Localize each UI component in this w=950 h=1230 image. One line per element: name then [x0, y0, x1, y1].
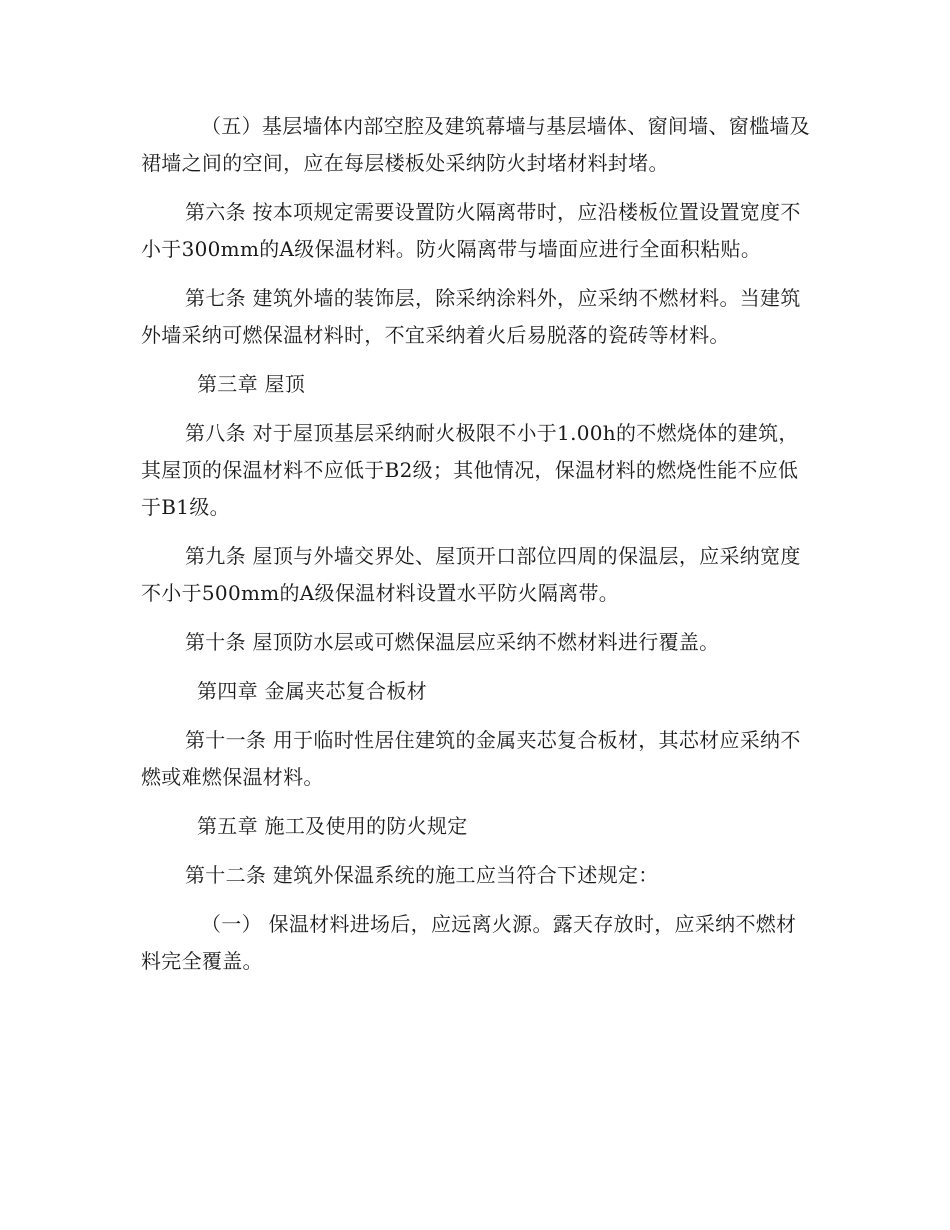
paragraph-clause-1: （一） 保温材料进场后，应远离火源。露天存放时，应采纳不燃材料完全覆盖。 [141, 912, 797, 973]
paragraph-article-12: 第十二条 建筑外保温系统的施工应当符合下述规定： [185, 863, 659, 887]
paragraph-article-9: 第九条 屋顶与外墙交界处、屋顶开口部位四周的保温层，应采纳宽度不小于500mm的A级保温材料设置水平防火隔离带。 [141, 544, 801, 605]
paragraph-article-8: 第八条 对于屋顶基层采纳耐火极限不小于1.00h的不燃烧体的建筑，其屋顶的保温材料不应低于B2级；其他情况，保温材料的燃烧性能不应低于B1级。 [141, 421, 799, 519]
paragraph-article-10: 第十条 屋顶防水层或可燃保温层应采纳不燃材料进行覆盖。 [185, 630, 720, 654]
chapter-heading-5: 第五章 施工及使用的防火规定 [197, 814, 468, 838]
chapter-heading-3: 第三章 屋顶 [197, 372, 306, 396]
paragraph-article-6: 第六条 按本项规定需要设置防火隔离带时，应沿楼板位置设置宽度不小于300mm的A级保温材料。防火隔离带与墙面应进行全面积粘贴。 [141, 200, 801, 261]
chapter-heading-4: 第四章 金属夹芯复合板材 [197, 679, 427, 703]
document-body [141, 108, 811, 992]
paragraph-article-7: 第七条 建筑外墙的装饰层，除采纳涂料外，应采纳不燃材料。当建筑外墙采纳可燃保温材料时，不宜采纳着火后易脱落的瓷砖等材料。 [141, 286, 801, 347]
paragraph-article-11: 第十一条 用于临时性居住建筑的金属夹芯复合板材，其芯材应采纳不燃或难燃保温材料。 [141, 728, 801, 789]
paragraph-clause-5: （五）基层墙体内部空腔及建筑幕墙与基层墙体、窗间墙、窗槛墙及裙墙之间的空间，应在每层楼板处采纳防火封堵材料封堵。 [141, 114, 810, 175]
